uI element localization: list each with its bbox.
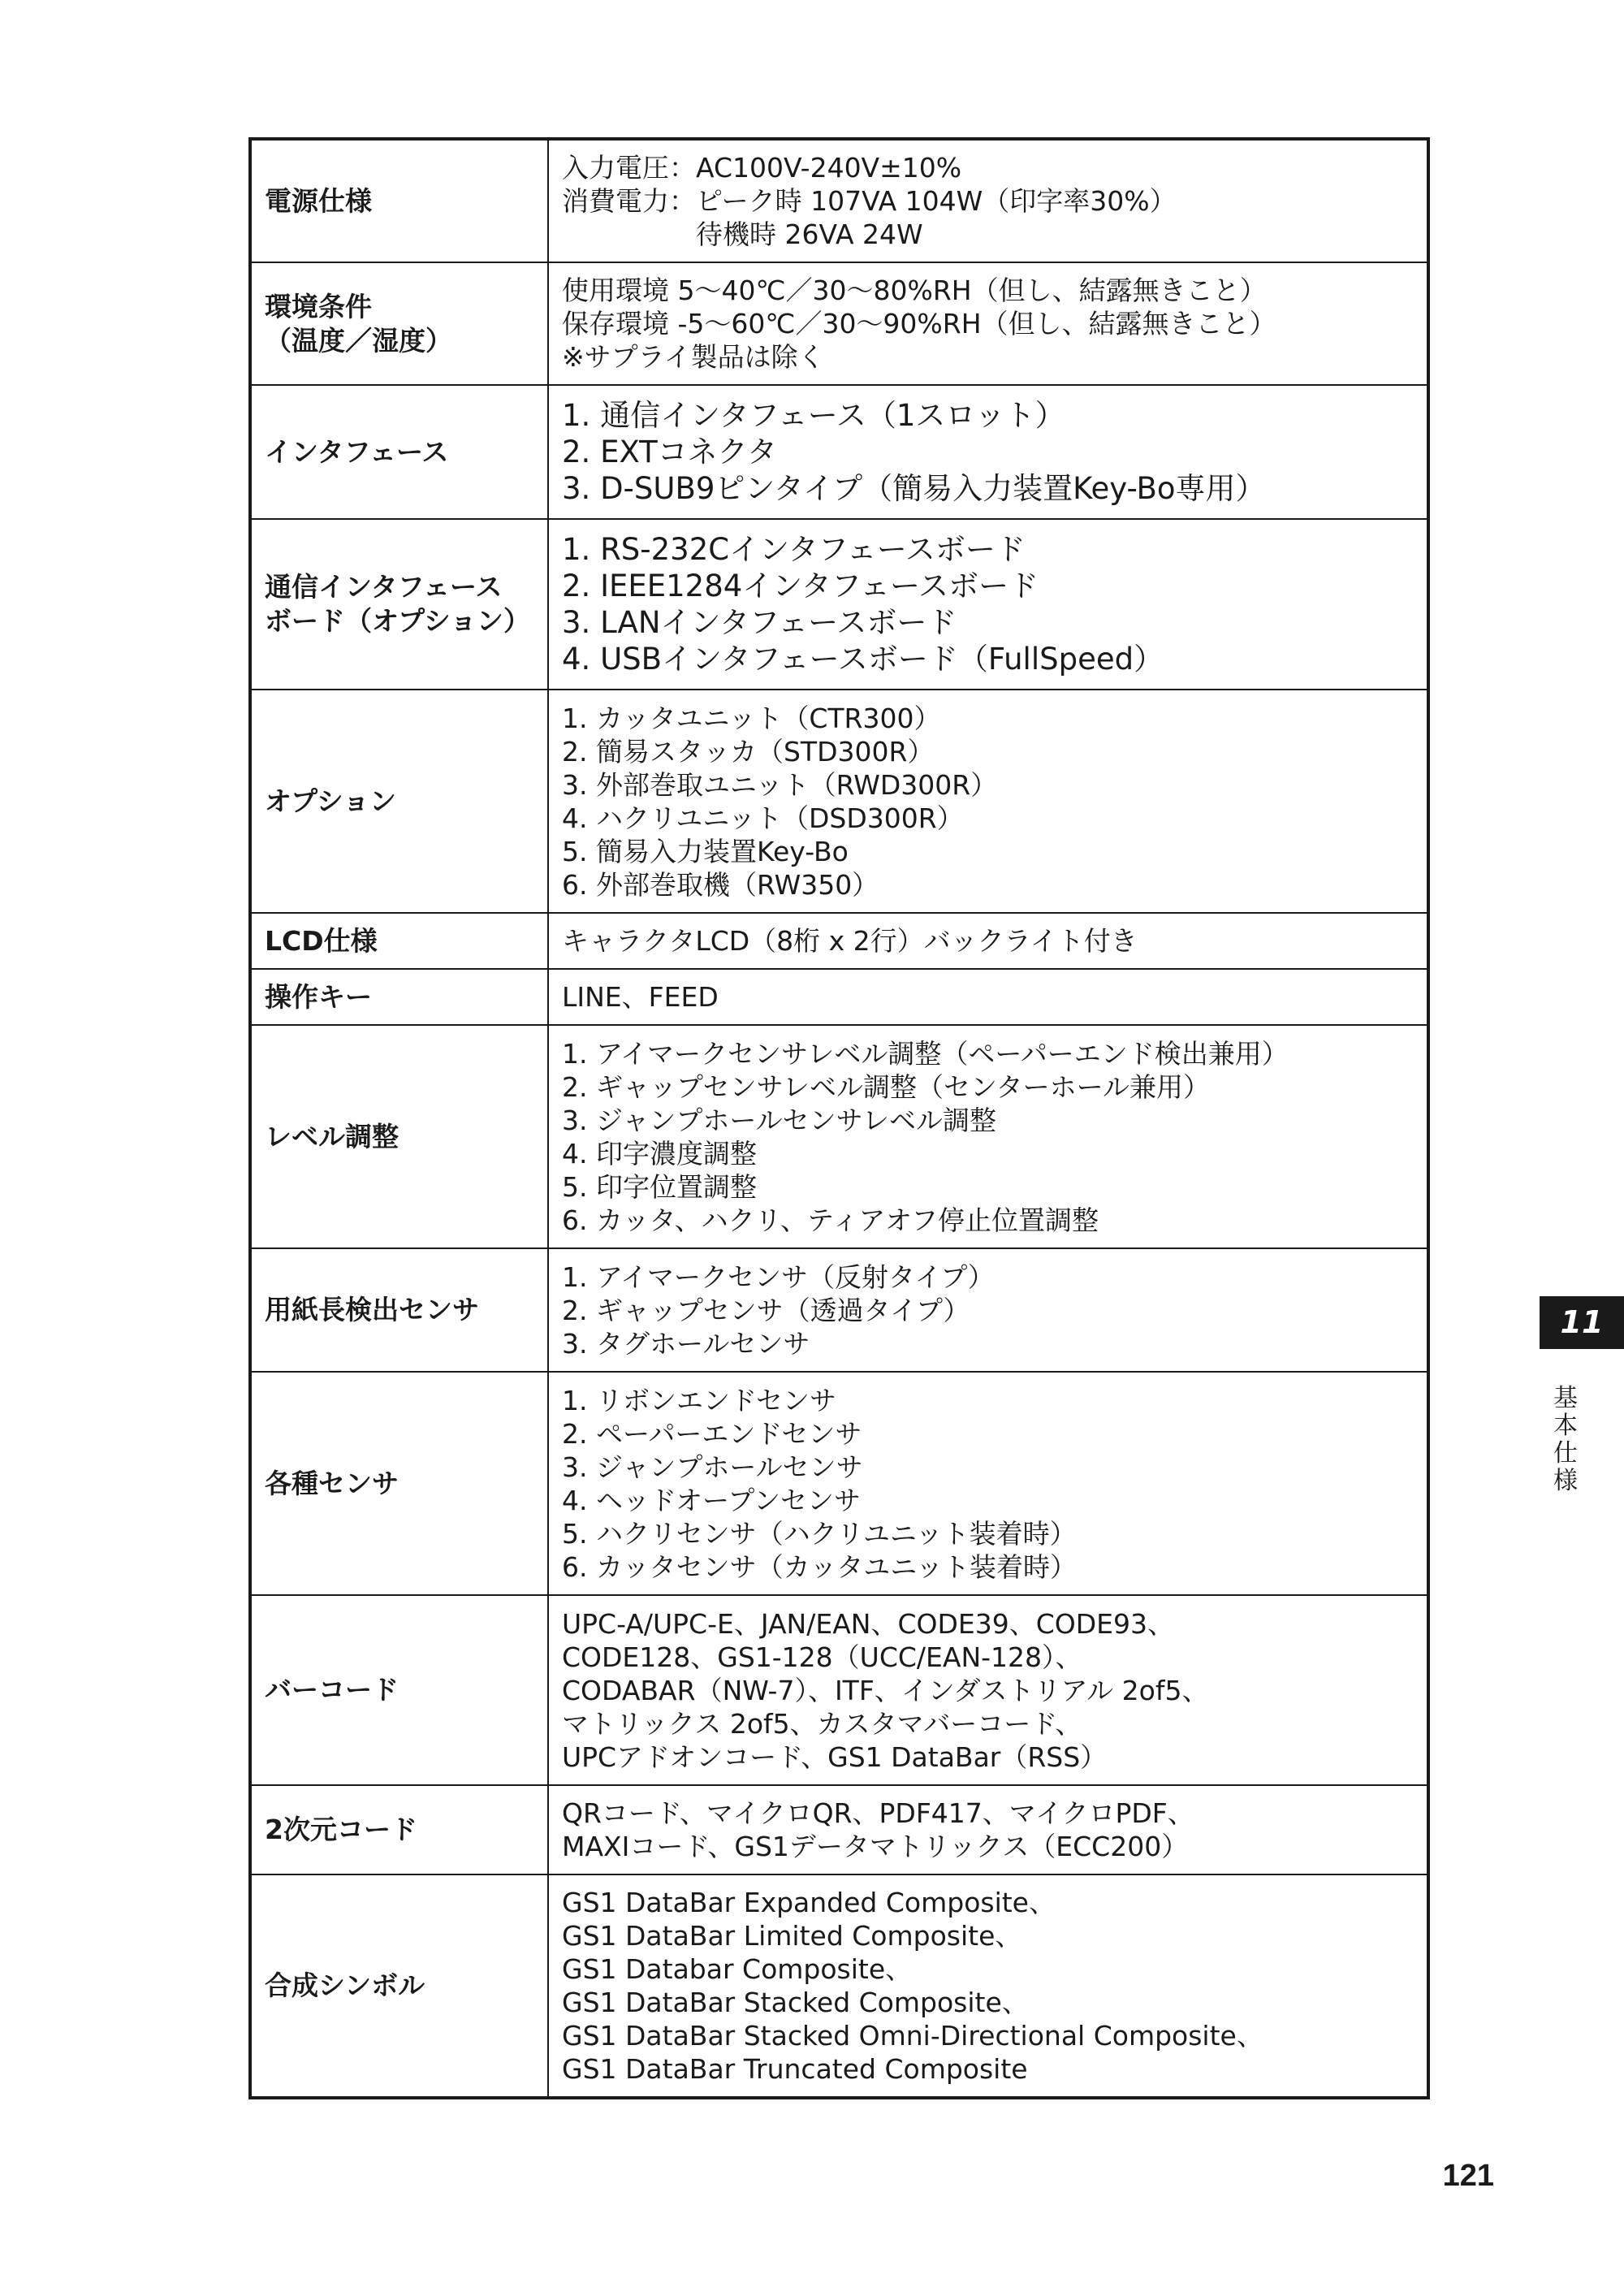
spec-value xyxy=(548,1595,1428,1785)
spec-value-line: GS1 DataBar Truncated Composite xyxy=(562,2053,1028,2085)
spec-value-line: 待機時 26VA 24W xyxy=(562,218,923,250)
spec-row xyxy=(250,1372,1428,1595)
spec-value-line: 2. 簡易スタッカ（STD300R） xyxy=(562,735,935,767)
spec-value xyxy=(548,1785,1428,1874)
spec-row xyxy=(250,913,1428,969)
spec-row xyxy=(250,1595,1428,1785)
spec-row xyxy=(250,519,1428,690)
spec-value-line: 1. アイマークセンサレベル調整（ペーパーエンド検出兼用） xyxy=(562,1037,1289,1070)
spec-value-line: 5. 簡易入力装置Key-Bo xyxy=(562,835,849,867)
spec-label xyxy=(250,385,548,519)
spec-value-line: 2. ギャップセンサ（透過タイプ） xyxy=(562,1294,970,1326)
spec-value-line: マトリックス 2of5、カスタマバーコード、 xyxy=(562,1707,1082,1740)
spec-label xyxy=(250,1248,548,1372)
spec-value-line: UPCアドオンコード、GS1 DataBar（RSS） xyxy=(562,1740,1108,1773)
spec-label xyxy=(250,1874,548,2098)
spec-label xyxy=(250,262,548,385)
spec-label-line: インタフェース xyxy=(265,435,449,468)
spec-value-line: 消費電力：ピーク時 107VA 104W（印字率30%） xyxy=(562,185,1177,217)
chapter-title-char: 本 xyxy=(1553,1412,1578,1440)
spec-label-line: ボード（オプション） xyxy=(265,605,531,637)
spec-value-line: LINE、FEED xyxy=(562,981,719,1013)
spec-value-line: 4. 印字濃度調整 xyxy=(562,1137,757,1170)
spec-value xyxy=(548,385,1428,519)
chapter-title-char: 基 xyxy=(1553,1384,1578,1412)
spec-row xyxy=(250,690,1428,913)
spec-value xyxy=(548,913,1428,969)
spec-row xyxy=(250,1785,1428,1874)
spec-value-line: 3. LANインタフェースボード xyxy=(562,605,957,640)
chapter-title-vertical xyxy=(1549,1385,1582,1495)
spec-value-line: 保存環境 -5～60℃／30～90%RH（但し、結露無きこと） xyxy=(562,308,1276,339)
spec-value-line: 5. 印字位置調整 xyxy=(562,1170,757,1203)
spec-value-line: 3. ジャンプホールセンサレベル調整 xyxy=(562,1104,996,1136)
spec-value-line: キャラクタLCD（8桁 x 2行）バックライト付き xyxy=(562,925,1138,957)
spec-label xyxy=(250,139,548,262)
spec-value-line: 2. ペーパーエンドセンサ xyxy=(562,1417,862,1450)
spec-label-line: レベル調整 xyxy=(265,1120,399,1152)
spec-value-line: 3. 外部巻取ユニット（RWD300R） xyxy=(562,768,998,801)
spec-value-line: MAXIコード、GS1データマトリックス（ECC200） xyxy=(562,1831,1189,1862)
spec-label-line: 各種センサ xyxy=(265,1467,399,1499)
spec-value xyxy=(548,1874,1428,2098)
spec-value xyxy=(548,1025,1428,1248)
spec-label-line: 通信インタフェース xyxy=(265,571,503,603)
spec-value-line: 1. リボンエンドセンサ xyxy=(562,1384,836,1416)
spec-value-line: 1. アイマークセンサ（反射タイプ） xyxy=(562,1260,995,1293)
spec-value xyxy=(548,519,1428,690)
spec-label xyxy=(250,519,548,690)
spec-label-line: 合成シンボル xyxy=(265,1970,425,2001)
spec-value-line: 1. カッタユニット（CTR300） xyxy=(562,702,941,734)
spec-value-line: UPC-A/UPC-E、JAN/EAN、CODE39、CODE93、 xyxy=(562,1607,1175,1640)
spec-value-line: 2. IEEE1284インタフェースボード xyxy=(562,569,1039,603)
spec-value-line: 4. ハクリユニット（DSD300R） xyxy=(562,802,964,834)
spec-table xyxy=(248,137,1430,2099)
spec-value-line: 3. ジャンプホールセンサ xyxy=(562,1451,863,1483)
spec-value xyxy=(548,1248,1428,1372)
spec-label-line: オプション xyxy=(265,785,397,817)
spec-row xyxy=(250,1248,1428,1372)
spec-label xyxy=(250,1595,548,1785)
spec-value-line: 2. EXTコネクタ xyxy=(562,435,777,469)
page-number: 121 xyxy=(1442,2159,1494,2193)
spec-value-line: 4. ヘッドオープンセンサ xyxy=(562,1484,862,1516)
chapter-title-char: 様 xyxy=(1553,1467,1578,1495)
spec-label-line: LCD仕様 xyxy=(265,924,378,957)
spec-value-line: 6. カッタセンサ（カッタユニット装着時） xyxy=(562,1550,1077,1583)
spec-row xyxy=(250,1874,1428,2098)
spec-label xyxy=(250,969,548,1025)
chapter-title-char: 仕 xyxy=(1553,1439,1578,1468)
spec-label-line: 2次元コード xyxy=(265,1814,417,1845)
spec-value xyxy=(548,969,1428,1025)
spec-label xyxy=(250,1785,548,1874)
spec-label-line: 用紙長検出センサ xyxy=(265,1294,479,1325)
spec-value-line: CODE128、GS1-128（UCC/EAN-128）、 xyxy=(562,1641,1082,1673)
spec-row xyxy=(250,969,1428,1025)
spec-value-line: GS1 DataBar Stacked Omni-Directional Composite、 xyxy=(562,2020,1263,2052)
spec-label xyxy=(250,1025,548,1248)
spec-value xyxy=(548,139,1428,262)
spec-table-body xyxy=(250,139,1428,2098)
spec-value-line: 4. USBインタフェースボード（FullSpeed） xyxy=(562,642,1164,677)
spec-value-line: QRコード、マイクロQR、PDF417、マイクロPDF、 xyxy=(562,1797,1194,1829)
spec-value-line: GS1 Databar Composite、 xyxy=(562,1953,913,1985)
spec-value-line: 1. 通信インタフェース（1スロット） xyxy=(562,398,1065,433)
spec-label xyxy=(250,690,548,913)
spec-row xyxy=(250,139,1428,262)
spec-value-line: 3. D-SUB9ピンタイプ（簡易入力装置Key-Bo専用） xyxy=(562,471,1266,506)
spec-label-line: バーコード xyxy=(265,1674,399,1706)
spec-label-line: （温度／湿度） xyxy=(265,324,452,357)
spec-value-line: 5. ハクリセンサ（ハクリユニット装着時） xyxy=(562,1517,1077,1550)
spec-row xyxy=(250,1025,1428,1248)
spec-value-line: CODABAR（NW-7）、ITF、インダストリアル 2of5、 xyxy=(562,1674,1209,1706)
spec-value-line: GS1 DataBar Limited Composite、 xyxy=(562,1920,1022,1952)
spec-value-line: 使用環境 5～40℃／30～80%RH（但し、結露無きこと） xyxy=(562,275,1267,306)
spec-row xyxy=(250,262,1428,385)
spec-value-line: 入力電圧：AC100V-240V±10% xyxy=(562,152,962,184)
spec-value-line: 6. カッタ、ハクリ、ティアオフ停止位置調整 xyxy=(562,1204,1099,1236)
spec-value xyxy=(548,1372,1428,1595)
spec-value-line: GS1 DataBar Expanded Composite、 xyxy=(562,1887,1056,1918)
spec-value-line: 3. タグホールセンサ xyxy=(562,1327,810,1360)
spec-value xyxy=(548,262,1428,385)
spec-value xyxy=(548,690,1428,913)
spec-label-line: 電源仕様 xyxy=(265,184,372,217)
spec-value-line: 2. ギャップセンサレベル調整（センターホール兼用） xyxy=(562,1070,1211,1103)
spec-label-line: 環境条件 xyxy=(265,290,372,322)
chapter-tab: 11 xyxy=(1540,1296,1624,1349)
spec-row xyxy=(250,385,1428,519)
spec-value-line: 6. 外部巻取機（RW350） xyxy=(562,868,879,901)
spec-label xyxy=(250,913,548,969)
spec-label xyxy=(250,1372,548,1595)
spec-value-line: GS1 DataBar Stacked Composite、 xyxy=(562,1987,1029,2018)
spec-value-line: ※サプライ製品は除く xyxy=(562,341,825,373)
spec-value-line: 1. RS-232Cインタフェースボード xyxy=(562,532,1026,567)
spec-label-line: 操作キー xyxy=(265,980,372,1013)
